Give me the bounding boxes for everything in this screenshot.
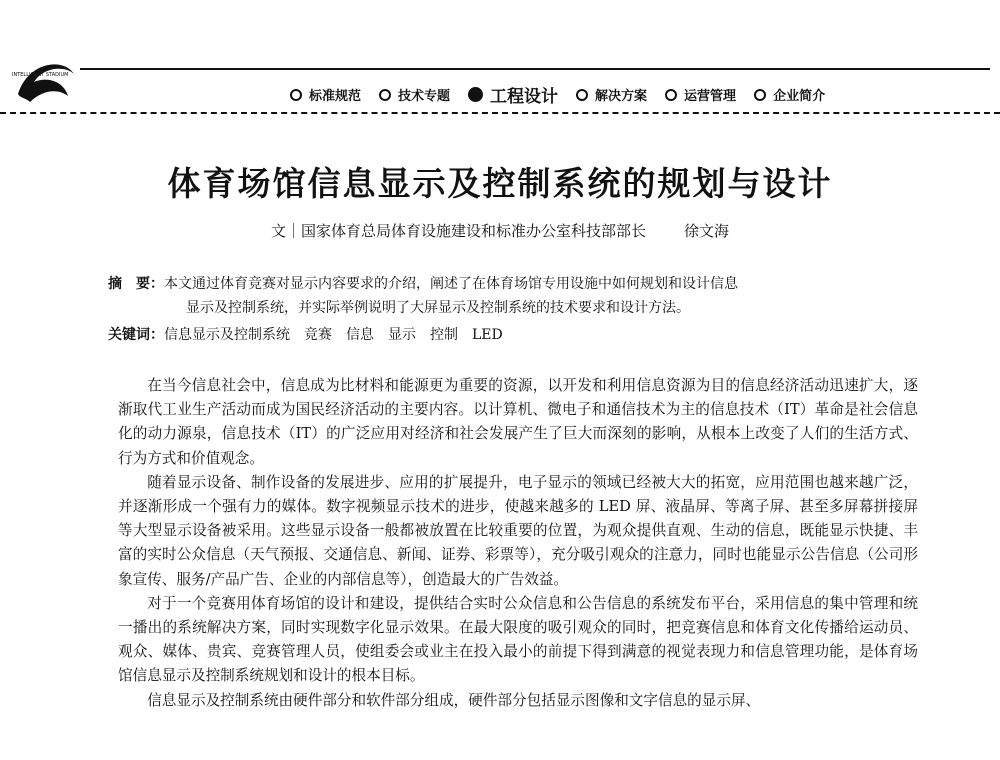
bullet-icon [665,89,677,101]
abstract-text-line2: 显示及控制系统，并实际举例说明了大屏显示及控制系统的技术要求和设计方法。 [186,300,690,316]
abstract-text-line1: 本文通过体育竞赛对显示内容要求的介绍，阐述了在体育场馆专用设施中如何规划和设计信息 [164,276,738,292]
body-paragraph: 随着显示设备、制作设备的发展进步、应用的扩展提升，电子显示的领域已经被大大的拓宽，应用范围也越来越广泛，并逐渐形成一个强有力的媒体。数字视频显示技术的进步，使越来越多的 LED 屏、液晶屏、等离子屏、甚至多屏幕拼接屏等大型显示设备被采用。这些显示设备一般都被放置在比较重要的位置，为观众提供直观、生动的信息，既能显示快捷、丰富的实时公众信息（天气预报、交通信息、新闻、证券、彩票等），充分吸引观众的注意力，同时也能显示公告信息（公司形象宣传、服务/产品广告、企业的内部信息等），创造最大的广告效益。 [118,473,918,588]
bullet-icon [379,89,391,101]
nav-item-tech-topics[interactable]: 技术专题 [379,85,450,104]
body-paragraph: 对于一个竞赛用体育场馆的设计和建设，提供结合实时公众信息和公告信息的系统发布平台，采用信息的集中管理和统一播出的系统解决方案，同时实现数字化显示效果。在最大限度的吸引观众的同时，把竞赛信息和体育文化传播给运动员、观众、媒体、贵宾、竞赛管理人员，使组委会或业主在投入最小的前提下得到满意的视觉表现力和信息管理功能，是体育场馆信息显示及控制系统规划和设计的根本目标。 [118,594,918,685]
abstract-label: 摘 要： [108,276,164,292]
magazine-logo [8,52,78,112]
author-affiliation: 文｜国家体育总局体育设施建设和标准办公室科技部部长 [270,222,646,240]
header-dashed-divider [0,112,1000,114]
nav-item-company[interactable]: 企业简介 [754,85,825,104]
bullet-icon [576,89,588,101]
nav-item-standards[interactable]: 标准规范 [290,85,361,104]
abstract [108,272,918,320]
nav-item-solutions[interactable]: 解决方案 [576,85,647,104]
bullet-icon [754,89,766,101]
article-body [118,374,918,713]
nav-item-engineering-design[interactable]: 工程设计 [468,82,558,107]
nav-item-operations[interactable]: 运营管理 [665,85,736,104]
section-nav [290,82,843,107]
body-paragraph: 在当今信息社会中，信息成为比材料和能源更为重要的资源，以开发和利用信息资源为目的信息经济活动迅速扩大，逐渐取代工业生产活动而成为国民经济活动的主要内容。以计算机、微电子和通信技术为主的信息技术（IT）革命是社会信息化的动力源泉，信息技术（IT）的广泛应用对经济和社会发展产生了巨大而深刻的影响，从根本上改变了人们的生活方式、行为方式和价值观念。 [118,377,918,467]
keywords-text: 信息显示及控制系统 竞赛 信息 显示 控制 LED [164,327,503,343]
logo-wordmark: INTELLIGENT STADIUM [12,72,69,78]
keywords-label: 关键词： [108,327,164,343]
article-title: 体育场馆信息显示及控制系统的规划与设计 [167,164,833,203]
page-header [0,0,1000,120]
header-rule [80,68,990,70]
bullet-icon [290,89,302,101]
body-paragraph: 信息显示及控制系统由硬件部分和软件部分组成，硬件部分包括显示图像和文字信息的显示屏、 [147,691,761,709]
author-name: 徐文海 [684,222,730,240]
bullet-filled-icon [468,87,483,102]
article-byline [0,220,1000,241]
keywords [108,324,918,344]
